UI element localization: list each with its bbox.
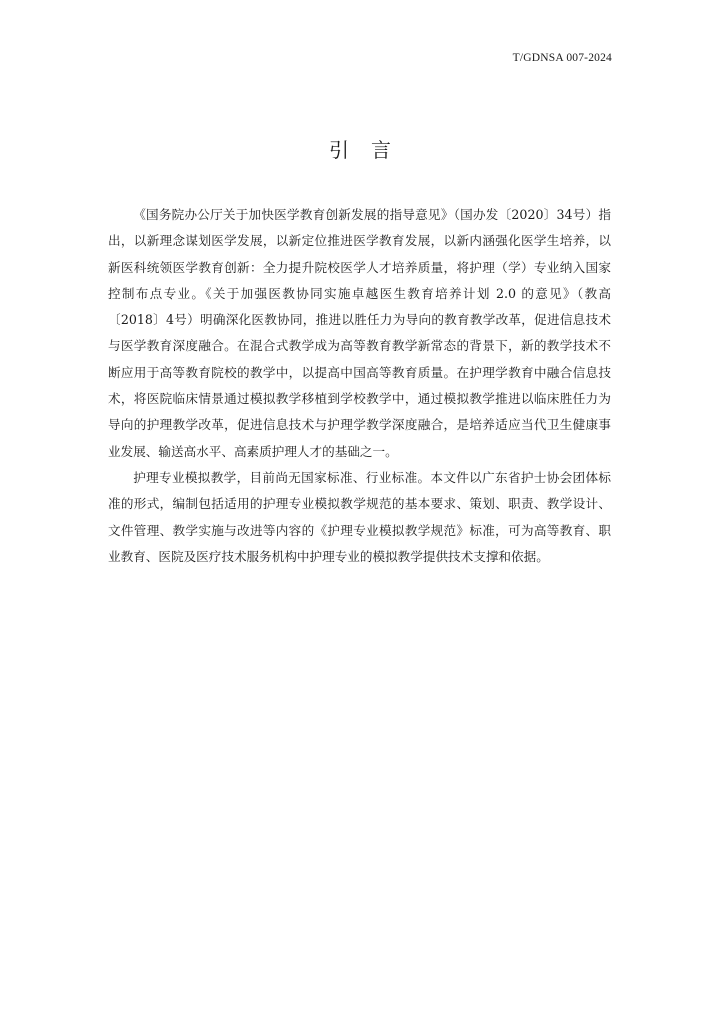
paragraph-1: 《国务院办公厅关于加快医学教育创新发展的指导意见》（国办发〔2020〕34号）指出，以新理念谋划医学发展，以新定位推进医学教育发展，以新内涵强化医学生培养，以新医科统领医学教育创新：全力提升院校医学人才培养质量，将护理（学）专业纳入国家控制布点专业。《关于加强医教协同实施卓越医生教育培养计划 2.0 的意见》（教高〔2018〕4号）明确深化医教协同，推进以胜任力为导向的教育教学改革，促进信息技术与医学教育深度融合。在混合式教学成为高等教育教学新常态的背景下，新的教学技术不断应用于高等教育院校的教学中，以提高中国高等教育质量。在护理学教育中融合信息技术，将医院临床情景通过模拟教学移植到学校教学中，通过模拟教学推进以临床胜任力为导向的护理教学改革，促进信息技术与护理学教学深度融合，是培养适应当代卫生健康事业发展、输送高水平、高素质护理人才的基础之一。 bbox=[108, 207, 611, 459]
page-title: 引言 bbox=[329, 138, 413, 162]
document-code: T/GDNSA 007-2024 bbox=[512, 52, 612, 64]
document-body bbox=[108, 202, 611, 570]
paragraph-2: 护理专业模拟教学，目前尚无国家标准、行业标准。本文件以广东省护士协会团体标准的形式，编制包括适用的护理专业模拟教学规范的基本要求、策划、职责、教学设计、文件管理、教学实施与改进等内容的《护理专业模拟教学规范》标准，可为高等教育、职业教育、医院及医疗技术服务机构中护理专业的模拟教学提供技术支撑和依据。 bbox=[108, 469, 611, 564]
